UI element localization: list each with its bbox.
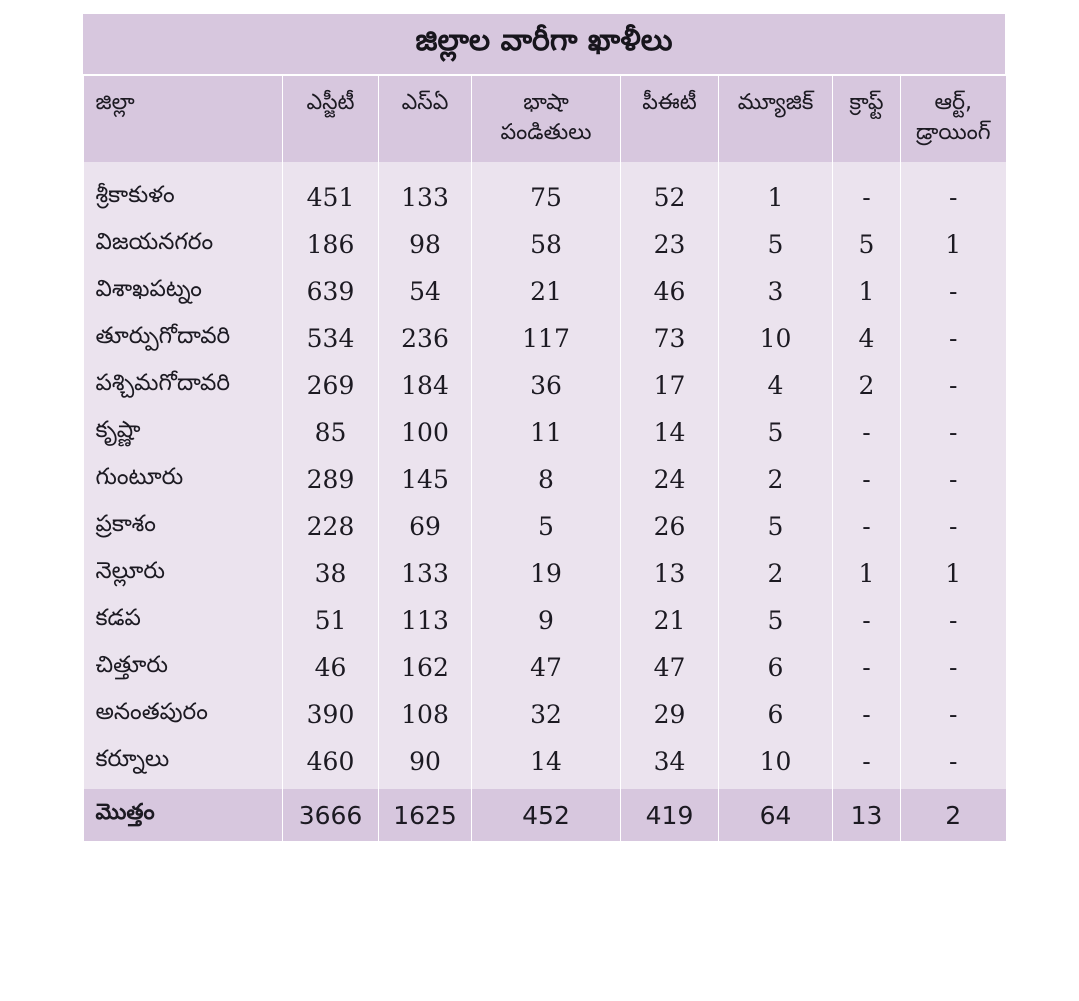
vacancy-count: 85 (283, 409, 379, 456)
vacancy-count: 4 (833, 315, 901, 362)
vacancy-count: - (901, 456, 1006, 503)
vacancy-count: - (833, 738, 901, 789)
vacancy-count: 1 (901, 550, 1006, 597)
vacancy-count: 46 (283, 644, 379, 691)
vacancy-count: 17 (621, 362, 719, 409)
vacancy-count: 24 (621, 456, 719, 503)
vacancy-count: 52 (621, 174, 719, 221)
table-row (84, 362, 1006, 409)
vacancy-count: - (833, 691, 901, 738)
vacancy-count: 21 (621, 597, 719, 644)
vacancy-count: 6 (719, 644, 833, 691)
vacancy-count: 73 (621, 315, 719, 362)
vacancy-count: 38 (283, 550, 379, 597)
spacer-cell (833, 162, 901, 174)
vacancy-count: 451 (283, 174, 379, 221)
vacancy-count: 9 (472, 597, 621, 644)
district-name: విజయనగరం (84, 221, 283, 268)
vacancy-count: 186 (283, 221, 379, 268)
total-cell: 3666 (283, 789, 379, 841)
table-row (84, 315, 1006, 362)
table-row (84, 409, 1006, 456)
vacancy-count: 5 (719, 409, 833, 456)
vacancy-count: 90 (379, 738, 472, 789)
vacancy-count: 2 (719, 456, 833, 503)
vacancy-count: - (901, 738, 1006, 789)
table-row (84, 597, 1006, 644)
vacancy-count: 1 (719, 174, 833, 221)
vacancy-count: 184 (379, 362, 472, 409)
vacancy-count: - (901, 691, 1006, 738)
vacancy-count: 5 (719, 503, 833, 550)
vacancy-count: 14 (472, 738, 621, 789)
vacancy-count: 32 (472, 691, 621, 738)
vacancy-count: 98 (379, 221, 472, 268)
spacer-cell (283, 162, 379, 174)
vacancy-count: 162 (379, 644, 472, 691)
total-cell: 1625 (379, 789, 472, 841)
vacancy-count: 11 (472, 409, 621, 456)
district-name: పశ్చిమగోదావరి (84, 362, 283, 409)
vacancy-count: 269 (283, 362, 379, 409)
spacer-cell (472, 162, 621, 174)
vacancy-count: 19 (472, 550, 621, 597)
vacancy-count: 117 (472, 315, 621, 362)
vacancy-count: 100 (379, 409, 472, 456)
vacancy-count: 289 (283, 456, 379, 503)
total-cell: 2 (901, 789, 1006, 841)
vacancy-count: 5 (472, 503, 621, 550)
district-name: చిత్తూరు (84, 644, 283, 691)
vacancy-count: 5 (833, 221, 901, 268)
vacancy-count: - (833, 503, 901, 550)
vacancy-count: 10 (719, 315, 833, 362)
total-cell: 452 (472, 789, 621, 841)
table-row (84, 550, 1006, 597)
vacancy-count: 46 (621, 268, 719, 315)
total-cell: 13 (833, 789, 901, 841)
vacancy-count: 108 (379, 691, 472, 738)
vacancy-count: - (901, 503, 1006, 550)
vacancy-count: - (833, 644, 901, 691)
vacancy-count: 534 (283, 315, 379, 362)
header-craft: క్రాఫ్ట్ (833, 76, 901, 162)
district-name: ప్రకాశం (84, 503, 283, 550)
vacancy-count: 113 (379, 597, 472, 644)
vacancy-count: - (901, 174, 1006, 221)
vacancy-count: 228 (283, 503, 379, 550)
vacancy-count: 4 (719, 362, 833, 409)
total-cell: 64 (719, 789, 833, 841)
spacer-cell (901, 162, 1006, 174)
total-label: మొత్తం (84, 789, 283, 841)
table-row (84, 268, 1006, 315)
vacancy-count: - (901, 409, 1006, 456)
vacancy-count: 8 (472, 456, 621, 503)
district-name: తూర్పుగోదావరి (84, 315, 283, 362)
table-row (84, 644, 1006, 691)
vacancy-count: 21 (472, 268, 621, 315)
vacancy-count: 133 (379, 550, 472, 597)
vacancy-count: 145 (379, 456, 472, 503)
vacancy-count: 133 (379, 174, 472, 221)
vacancy-count: 13 (621, 550, 719, 597)
table-row (84, 221, 1006, 268)
vacancy-count: 23 (621, 221, 719, 268)
header-art-drawing: ఆర్ట్, డ్రాయింగ్ (901, 76, 1006, 162)
vacancy-count: 47 (472, 644, 621, 691)
vacancy-count: 390 (283, 691, 379, 738)
vacancy-table (83, 76, 1006, 841)
district-name: కృష్ణా (84, 409, 283, 456)
vacancy-count: 34 (621, 738, 719, 789)
district-name: నెల్లూరు (84, 550, 283, 597)
vacancy-count: - (833, 409, 901, 456)
header-row (84, 76, 1006, 162)
header-pet: పీఈటీ (621, 76, 719, 162)
vacancy-count: 54 (379, 268, 472, 315)
header-music: మ్యూజిక్ (719, 76, 833, 162)
vacancy-count: 2 (833, 362, 901, 409)
vacancy-count: 47 (621, 644, 719, 691)
total-cell: 419 (621, 789, 719, 841)
vacancy-count: - (901, 597, 1006, 644)
vacancy-count: 6 (719, 691, 833, 738)
vacancy-count: 10 (719, 738, 833, 789)
table-row (84, 174, 1006, 221)
vacancy-count: - (833, 456, 901, 503)
district-name: విశాఖపట్నం (84, 268, 283, 315)
district-name: కర్నూలు (84, 738, 283, 789)
table-body (84, 162, 1006, 789)
vacancy-count: 1 (833, 268, 901, 315)
vacancy-table-card (83, 14, 1005, 841)
vacancy-count: 1 (901, 221, 1006, 268)
table-row (84, 691, 1006, 738)
district-name: కడప (84, 597, 283, 644)
vacancy-count: 639 (283, 268, 379, 315)
header-district: జిల్లా (84, 76, 283, 162)
vacancy-count: 58 (472, 221, 621, 268)
vacancy-count: 3 (719, 268, 833, 315)
table-title: జిల్లాల వారీగా ఖాళీలు (83, 14, 1005, 76)
spacer-cell (379, 162, 472, 174)
spacer-cell (84, 162, 283, 174)
total-row (84, 789, 1006, 841)
vacancy-count: 236 (379, 315, 472, 362)
vacancy-count: 51 (283, 597, 379, 644)
spacer-row (84, 162, 1006, 174)
vacancy-count: 69 (379, 503, 472, 550)
vacancy-count: - (833, 174, 901, 221)
table-row (84, 738, 1006, 789)
vacancy-count: 2 (719, 550, 833, 597)
vacancy-count: 5 (719, 597, 833, 644)
vacancy-count: 14 (621, 409, 719, 456)
header-sgt: ఎస్జీటీ (283, 76, 379, 162)
table-row (84, 456, 1006, 503)
district-name: గుంటూరు (84, 456, 283, 503)
district-name: శ్రీకాకుళం (84, 174, 283, 221)
vacancy-count: 29 (621, 691, 719, 738)
header-language-pandits: భాషా పండితులు (472, 76, 621, 162)
vacancy-count: 5 (719, 221, 833, 268)
header-sa: ఎస్ఏ (379, 76, 472, 162)
vacancy-count: - (901, 362, 1006, 409)
vacancy-count: - (901, 268, 1006, 315)
vacancy-count: 26 (621, 503, 719, 550)
vacancy-count: 1 (833, 550, 901, 597)
vacancy-count: - (833, 597, 901, 644)
spacer-cell (621, 162, 719, 174)
spacer-cell (719, 162, 833, 174)
district-name: అనంతపురం (84, 691, 283, 738)
vacancy-count: - (901, 644, 1006, 691)
vacancy-count: 460 (283, 738, 379, 789)
vacancy-count: 36 (472, 362, 621, 409)
table-row (84, 503, 1006, 550)
vacancy-count: 75 (472, 174, 621, 221)
vacancy-count: - (901, 315, 1006, 362)
